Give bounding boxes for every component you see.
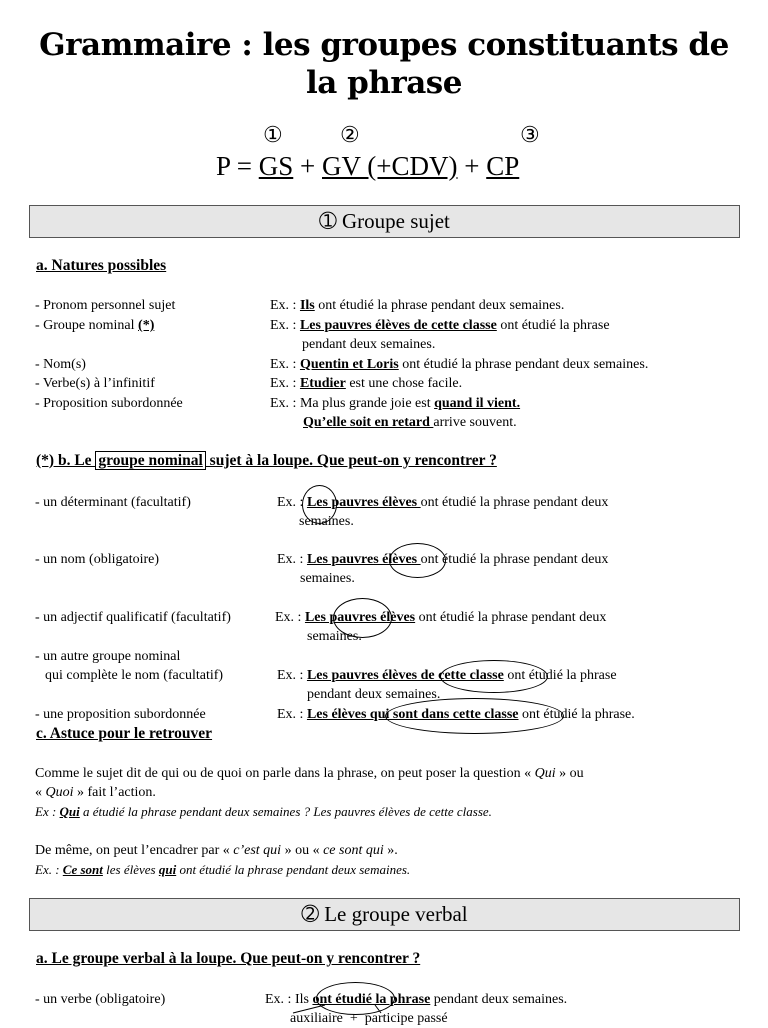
gv-arrows	[285, 1004, 395, 1016]
nature-label: - Verbe(s) à l’infinitif	[35, 376, 155, 391]
formula-number-2: ②	[340, 122, 360, 147]
gn-label: - un autre groupe nominal	[35, 649, 181, 664]
gn-label: - une proposition subordonnée	[35, 707, 206, 722]
oval-determinant	[302, 485, 337, 524]
boxed-groupe-nominal: groupe nominal	[95, 451, 205, 470]
page-title-line1: Grammaire : les groupes constituants de	[39, 27, 729, 63]
formula-p: P =	[216, 151, 259, 181]
gn-example: Ex. : Les pauvres élèves ont étudié la phrase pendant deux	[277, 552, 609, 567]
formula-plus2: +	[457, 151, 487, 181]
gn-example: Ex. : Les pauvres élèves de cette classe ont étudié la phrase	[277, 668, 617, 683]
gn-example: Ex. : Les pauvres élèves ont étudié la phrase pendant deux	[275, 610, 607, 625]
gn-label-continuation: qui complète le nom (facultatif)	[45, 668, 224, 683]
subheading-groupe-verbal: a. Le groupe verbal à la loupe. Que peut-on y rencontrer ?	[36, 950, 421, 967]
gn-example-continuation: semaines.	[299, 514, 354, 529]
formula-plus1: +	[293, 151, 322, 181]
nature-example: Ex. : Quentin et Loris ont étudié la phrase pendant deux semaines.	[270, 357, 649, 372]
formula-gv: GV (+CDV)	[322, 151, 458, 181]
oval-complement-du-nom	[440, 660, 548, 693]
section-heading-groupe-sujet: ➀ Groupe sujet	[29, 205, 740, 238]
nature-example: Ex. : Les pauvres élèves de cette classe ont étudié la phrase	[270, 318, 610, 333]
astuce-example-1: Ex : Qui a étudié la phrase pendant deux semaines ? Les pauvres élèves de cette classe.	[35, 804, 492, 819]
astuce-paragraph-line1: Comme le sujet dit de qui ou de quoi on parle dans la phrase, on peut poser la question « Qui » ou	[35, 766, 584, 781]
nature-example: Ex. : Etudier est une chose facile.	[270, 376, 463, 391]
gn-label: - un nom (obligatoire)	[35, 552, 160, 567]
gv-sublabels: auxiliaire + participe passé	[290, 1011, 448, 1026]
nature-example: Ex. : Ma plus grande joie est quand il vient.	[270, 396, 521, 411]
gv-label: - un verbe (obligatoire)	[35, 992, 166, 1007]
nature-label: - Proposition subordonnée	[35, 396, 183, 411]
astuce-paragraph-line2: « Quoi » fait l’action.	[35, 785, 156, 800]
gn-example-continuation: semaines.	[307, 629, 362, 644]
gn-label: - un adjectif qualificatif (facultatif)	[35, 610, 231, 625]
formula	[216, 151, 519, 182]
subheading-groupe-nominal: (*) b. Le groupe nominal sujet à la loupe. Que peut-on y rencontrer ?	[36, 452, 497, 469]
astuce-example-2: Ex. : Ce sont les élèves qui ont étudié la phrase pendant deux semaines.	[35, 862, 411, 877]
gv-example: Ex. : Ils ont étudié la phrase pendant deux semaines.	[265, 992, 568, 1007]
oval-adjectif	[333, 598, 392, 638]
astuce-paragraph-2: De même, on peut l’encadrer par « c’est qui » ou « ce sont qui ».	[35, 843, 398, 858]
subheading-astuce: c. Astuce pour le retrouver	[36, 725, 213, 742]
formula-number-3: ③	[520, 122, 540, 147]
oval-nom	[389, 543, 446, 578]
formula-gs: GS	[258, 151, 294, 181]
gn-example: Ex. : Les élèves qui sont dans cette classe ont étudié la phrase.	[277, 707, 635, 722]
gn-example: Ex. : Les pauvres élèves ont étudié la phrase pendant deux	[277, 495, 609, 510]
nature-example: Ex. : Ils ont étudié la phrase pendant deux semaines.	[270, 298, 565, 313]
nature-label: - Groupe nominal (*)	[35, 318, 155, 333]
gn-example-continuation: pendant deux semaines.	[307, 687, 441, 702]
page-title-line2: la phrase	[306, 65, 462, 101]
nature-example-continuation: pendant deux semaines.	[302, 337, 436, 352]
gn-label: - un déterminant (facultatif)	[35, 495, 191, 510]
subheading-natures-possibles: a. Natures possibles	[36, 257, 167, 274]
formula-number-1: ①	[263, 122, 283, 147]
nature-label: - Pronom personnel sujet	[35, 298, 176, 313]
oval-proposition-subordonnee	[385, 698, 564, 734]
nature-label: - Nom(s)	[35, 357, 86, 372]
gn-example-continuation: semaines.	[300, 571, 355, 586]
nature-example-continuation: Qu’elle soit en retard arrive souvent.	[303, 415, 517, 430]
section-heading-groupe-verbal: ➁ Le groupe verbal	[29, 898, 740, 931]
formula-cp: CP	[486, 151, 520, 181]
